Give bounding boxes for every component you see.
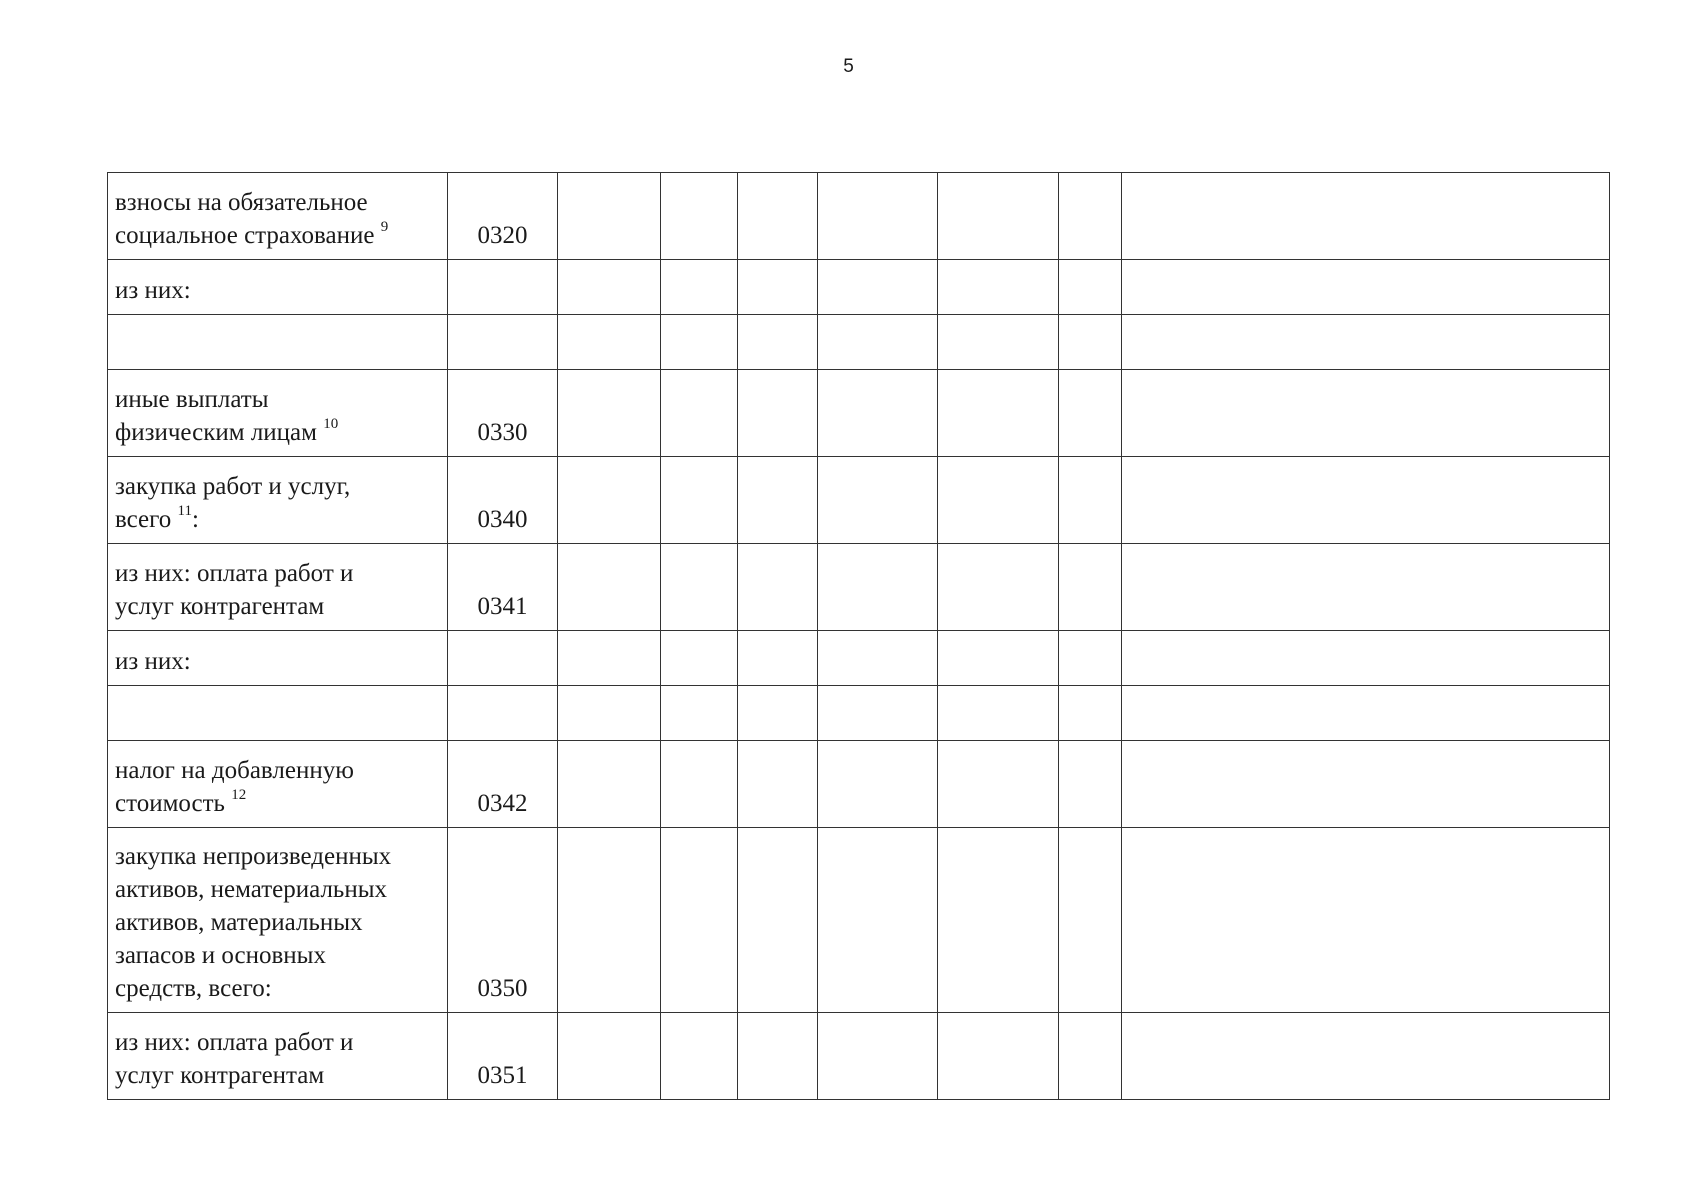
- value-cell: [738, 686, 818, 741]
- row-code: 0351: [448, 1013, 558, 1100]
- row-label: закупка непроизведенных активов, нематериальных активов, материальных запасов и основных средств, всего:: [108, 828, 448, 1013]
- value-cell: [938, 260, 1059, 315]
- value-cell: [818, 631, 938, 686]
- footnote-ref: 10: [323, 416, 339, 432]
- row-code: 0320: [448, 173, 558, 260]
- value-cell: [661, 544, 738, 631]
- row-label: закупка работ и услуг, всего $^{11}$:: [108, 457, 448, 544]
- value-cell: [1059, 457, 1122, 544]
- value-cell: [938, 315, 1059, 370]
- value-cell: [661, 631, 738, 686]
- value-cell: [661, 260, 738, 315]
- value-cell: [818, 370, 938, 457]
- table-row: [108, 260, 1610, 315]
- value-cell: [938, 828, 1059, 1013]
- value-cell: [661, 370, 738, 457]
- value-cell: [818, 315, 938, 370]
- value-cell: [661, 457, 738, 544]
- row-code: [448, 260, 558, 315]
- row-label: [108, 315, 448, 370]
- value-cell: [818, 544, 938, 631]
- value-cell: [558, 1013, 661, 1100]
- value-cell: [558, 741, 661, 828]
- row-code: [448, 631, 558, 686]
- value-cell: [818, 741, 938, 828]
- value-cell: [1122, 457, 1610, 544]
- report-table: [107, 172, 1610, 1100]
- value-cell: [1122, 173, 1610, 260]
- table-row: [108, 828, 1610, 1013]
- value-cell: [1122, 741, 1610, 828]
- value-cell: [1122, 828, 1610, 1013]
- value-cell: [1122, 315, 1610, 370]
- row-label: налог на добавленную стоимость $^{12}$: [108, 741, 448, 828]
- value-cell: [938, 741, 1059, 828]
- value-cell: [938, 544, 1059, 631]
- row-code: [448, 315, 558, 370]
- value-cell: [818, 173, 938, 260]
- table-row: [108, 631, 1610, 686]
- row-label: из них: оплата работ и услуг контрагентам: [108, 1013, 448, 1100]
- value-cell: [558, 457, 661, 544]
- footnote-ref: 9: [380, 219, 389, 235]
- row-code: 0330: [448, 370, 558, 457]
- table-row: [108, 741, 1610, 828]
- value-cell: [738, 315, 818, 370]
- value-cell: [558, 370, 661, 457]
- value-cell: [738, 828, 818, 1013]
- value-cell: [1059, 315, 1122, 370]
- value-cell: [738, 741, 818, 828]
- row-label: из них:: [108, 260, 448, 315]
- value-cell: [738, 1013, 818, 1100]
- value-cell: [558, 260, 661, 315]
- table-row: [108, 686, 1610, 741]
- value-cell: [1122, 370, 1610, 457]
- value-cell: [938, 686, 1059, 741]
- value-cell: [738, 370, 818, 457]
- value-cell: [1059, 631, 1122, 686]
- value-cell: [1122, 631, 1610, 686]
- value-cell: [558, 631, 661, 686]
- value-cell: [818, 457, 938, 544]
- value-cell: [818, 1013, 938, 1100]
- value-cell: [1059, 370, 1122, 457]
- value-cell: [558, 173, 661, 260]
- footnote-ref: 12: [231, 787, 247, 803]
- footnote-ref: 11: [177, 503, 192, 519]
- value-cell: [1059, 544, 1122, 631]
- value-cell: [938, 457, 1059, 544]
- row-label: [108, 686, 448, 741]
- row-label: из них: оплата работ и услуг контрагентам: [108, 544, 448, 631]
- table-row: [108, 457, 1610, 544]
- value-cell: [738, 544, 818, 631]
- value-cell: [1059, 1013, 1122, 1100]
- value-cell: [738, 457, 818, 544]
- table-row: [108, 173, 1610, 260]
- row-code: 0342: [448, 741, 558, 828]
- table-row: [108, 370, 1610, 457]
- value-cell: [938, 173, 1059, 260]
- value-cell: [738, 260, 818, 315]
- value-cell: [661, 173, 738, 260]
- value-cell: [558, 686, 661, 741]
- table-row: [108, 544, 1610, 631]
- value-cell: [738, 173, 818, 260]
- value-cell: [1122, 686, 1610, 741]
- value-cell: [938, 1013, 1059, 1100]
- row-code: [448, 686, 558, 741]
- value-cell: [818, 828, 938, 1013]
- table-row: [108, 1013, 1610, 1100]
- value-cell: [1059, 741, 1122, 828]
- value-cell: [738, 631, 818, 686]
- row-code: 0340: [448, 457, 558, 544]
- row-label: взносы на обязательное социальное страхование $^9$: [108, 173, 448, 260]
- value-cell: [938, 631, 1059, 686]
- value-cell: [661, 828, 738, 1013]
- value-cell: [661, 741, 738, 828]
- value-cell: [661, 315, 738, 370]
- row-code: 0350: [448, 828, 558, 1013]
- page-number: 5: [843, 56, 854, 77]
- value-cell: [1059, 686, 1122, 741]
- value-cell: [661, 1013, 738, 1100]
- value-cell: [1122, 260, 1610, 315]
- value-cell: [1059, 828, 1122, 1013]
- row-label: иные выплаты физическим лицам $^{10}$: [108, 370, 448, 457]
- value-cell: [661, 686, 738, 741]
- value-cell: [938, 370, 1059, 457]
- row-label: из них:: [108, 631, 448, 686]
- row-code: 0341: [448, 544, 558, 631]
- value-cell: [1122, 544, 1610, 631]
- value-cell: [558, 828, 661, 1013]
- value-cell: [818, 686, 938, 741]
- table-row: [108, 315, 1610, 370]
- value-cell: [818, 260, 938, 315]
- value-cell: [558, 315, 661, 370]
- value-cell: [558, 544, 661, 631]
- value-cell: [1122, 1013, 1610, 1100]
- value-cell: [1059, 173, 1122, 260]
- value-cell: [1059, 260, 1122, 315]
